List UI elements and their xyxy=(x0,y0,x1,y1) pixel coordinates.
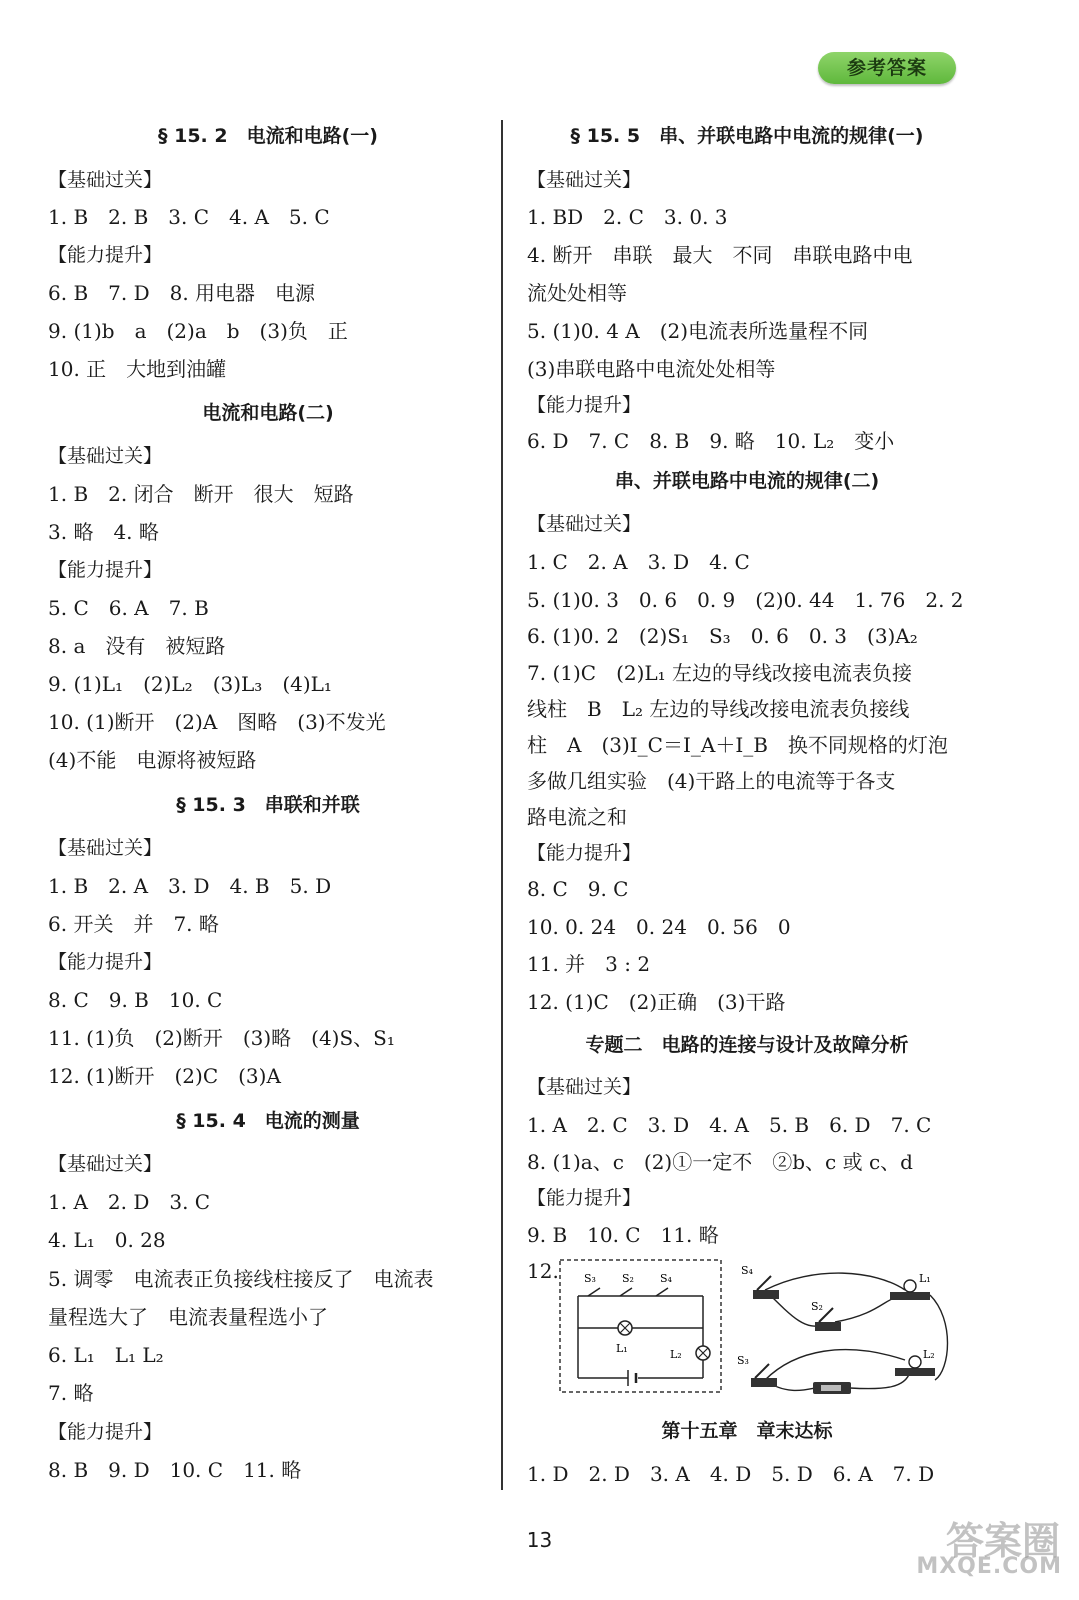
lamp-l1-bulb-icon xyxy=(904,1280,916,1292)
left-answer-line: 7. 略 xyxy=(48,1381,94,1405)
left-answer-line: 5. C 6. A 7. B xyxy=(48,596,209,620)
right-answer-line: 12. xyxy=(527,1259,559,1283)
left-heading: 电流和电路(二) xyxy=(202,402,334,424)
left-answer-line: 10. (1)断开 (2)A 图略 (3)不发光 xyxy=(48,710,386,734)
switch-s4-base-icon xyxy=(753,1290,779,1299)
right-heading: 第十五章 章末达标 xyxy=(661,1420,833,1442)
right-answer-line: 6. D 7. C 8. B 9. 略 10. L₂ 变小 xyxy=(527,429,895,453)
switch-s3-lever-icon xyxy=(755,1364,769,1378)
switch-s3-icon xyxy=(588,1288,600,1296)
left-answer-line: 6. 开关 并 7. 略 xyxy=(48,912,219,936)
right-answer-line: 9. B 10. C 11. 略 xyxy=(527,1223,719,1247)
left-heading: § 15. 4 电流的测量 xyxy=(176,1110,360,1132)
label-l1: L₁ xyxy=(616,1342,628,1355)
label-s4: S₄ xyxy=(660,1272,672,1285)
left-answer-line: 量程选大了 电流表量程选小了 xyxy=(48,1305,328,1329)
left-section-label: 【能力提升】 xyxy=(48,1421,163,1443)
left-section-label: 【能力提升】 xyxy=(48,559,163,581)
lamp-l1-base-icon xyxy=(890,1292,930,1300)
left-section-label: 【基础过关】 xyxy=(48,445,163,467)
left-answer-line: 8. C 9. B 10. C xyxy=(48,988,223,1012)
left-section-label: 【基础过关】 xyxy=(48,169,163,191)
right-section-label: 【能力提升】 xyxy=(527,1187,642,1209)
right-answer-line: 5. (1)0. 3 0. 6 0. 9 (2)0. 44 1. 76 2. 2 xyxy=(527,588,964,612)
left-heading: § 15. 3 串联和并联 xyxy=(176,794,360,816)
left-section-label: 【基础过关】 xyxy=(48,1153,163,1175)
right-answer-line: 7. (1)C (2)L₁ 左边的导线改接电流表负接 xyxy=(527,661,913,685)
left-answer-line: 6. B 7. D 8. 用电器 电源 xyxy=(48,281,316,305)
label-s3: S₃ xyxy=(584,1272,596,1285)
right-answer-line: 8. C 9. C xyxy=(527,877,629,901)
left-answer-line: 12. (1)断开 (2)C (3)A xyxy=(48,1064,281,1088)
left-answer-line: 1. A 2. D 3. C xyxy=(48,1190,211,1214)
label-s3-physical: S₃ xyxy=(737,1354,749,1367)
right-answer-line: 4. 断开 串联 最大 不同 串联电路中电 xyxy=(527,243,913,267)
right-answer-line: 8. (1)a、c (2)①一定不 ②b、c 或 c、d xyxy=(527,1150,913,1174)
switch-s2-base-icon xyxy=(815,1322,841,1331)
right-answer-line: 12. (1)C (2)正确 (3)干路 xyxy=(527,990,786,1014)
right-answer-line: 柱 A (3)I_C＝I_A＋I_B 换不同规格的灯泡 xyxy=(527,733,948,757)
label-l2: L₂ xyxy=(670,1348,682,1361)
right-section-label: 【基础过关】 xyxy=(527,513,642,535)
wire-1 xyxy=(765,1273,905,1290)
wire-3 xyxy=(835,1298,895,1322)
watermark xyxy=(880,1510,1070,1590)
left-heading: § 15. 2 电流和电路(一) xyxy=(158,125,378,147)
right-answer-line: 10. 0. 24 0. 24 0. 56 0 xyxy=(527,915,791,939)
right-answer-line: 1. A 2. C 3. D 4. A 5. B 6. D 7. C xyxy=(527,1113,932,1137)
right-answer-line: 多做几组实验 (4)干路上的电流等于各支 xyxy=(527,769,896,793)
left-answer-line: 10. 正 大地到油罐 xyxy=(48,357,227,381)
answer-key-badge: 参考答案 xyxy=(818,52,956,84)
right-section-label: 【能力提升】 xyxy=(527,394,642,416)
left-answer-line: 1. B 2. B 3. C 4. A 5. C xyxy=(48,205,330,229)
right-heading: 专题二 电路的连接与设计及故障分析 xyxy=(585,1034,909,1056)
right-answer-line: 6. (1)0. 2 (2)S₁ S₃ 0. 6 0. 3 (3)A₂ xyxy=(527,624,918,648)
right-answer-line: 线柱 B L₂ 左边的导线改接电流表负接线 xyxy=(527,697,910,721)
wire-4 xyxy=(930,1295,948,1380)
lamp-l2-base-icon xyxy=(895,1368,935,1376)
right-heading: § 15. 5 串、并联电路中电流的规律(一) xyxy=(570,125,924,147)
switch-s4-icon xyxy=(656,1288,668,1296)
switch-s2-icon xyxy=(620,1288,632,1296)
watermark-url: MXQE.COM xyxy=(916,1554,1062,1579)
lamp-l2-bulb-icon xyxy=(909,1356,921,1368)
label-s2: S₂ xyxy=(622,1272,634,1285)
physical-wiring-diagram xyxy=(735,1260,960,1400)
right-answer-line: 路电流之和 xyxy=(527,805,627,829)
right-answer-line: 1. BD 2. C 3. 0. 3 xyxy=(527,205,728,229)
watermark-title: 答案圈 xyxy=(945,1519,1060,1563)
right-answer-line: 11. 并 3 : 2 xyxy=(527,952,651,976)
battery-cell-icon xyxy=(821,1385,841,1391)
left-section-label: 【能力提升】 xyxy=(48,951,163,973)
wire-5 xyxy=(765,1350,905,1380)
right-answer-line: 流处处相等 xyxy=(527,281,627,305)
right-section-label: 【基础过关】 xyxy=(527,1076,642,1098)
label-l2-physical: L₂ xyxy=(923,1348,935,1361)
left-answer-line: 4. L₁ 0. 28 xyxy=(48,1228,166,1252)
left-answer-line: (4)不能 电源将被短路 xyxy=(48,748,257,772)
right-section-label: 【基础过关】 xyxy=(527,169,642,191)
page-number: 13 xyxy=(526,1528,553,1552)
left-answer-line: 1. B 2. A 3. D 4. B 5. D xyxy=(48,874,332,898)
left-answer-line: 11. (1)负 (2)断开 (3)略 (4)S、S₁ xyxy=(48,1026,395,1050)
left-section-label: 【基础过关】 xyxy=(48,837,163,859)
label-s2-physical: S₂ xyxy=(811,1300,823,1313)
left-answer-line: 9. (1)b a (2)a b (3)负 正 xyxy=(48,319,348,343)
switch-s3-base-icon xyxy=(751,1378,777,1387)
label-l1-physical: L₁ xyxy=(919,1272,931,1285)
right-answer-line: 5. (1)0. 4 A (2)电流表所选量程不同 xyxy=(527,319,869,343)
left-answer-line: 8. B 9. D 10. C 11. 略 xyxy=(48,1458,302,1482)
label-s4-physical: S₄ xyxy=(741,1264,753,1277)
left-answer-line: 3. 略 4. 略 xyxy=(48,520,159,544)
left-section-label: 【能力提升】 xyxy=(48,244,163,266)
left-answer-line: 9. (1)L₁ (2)L₂ (3)L₃ (4)L₁ xyxy=(48,672,332,696)
left-answer-line: 1. B 2. 闭合 断开 很大 短路 xyxy=(48,482,354,506)
left-answer-line: 5. 调零 电流表正负接线柱接反了 电流表 xyxy=(48,1267,434,1291)
left-answer-line: 6. L₁ L₁ L₂ xyxy=(48,1343,164,1367)
circuit-diagram xyxy=(558,1258,723,1394)
right-answer-line: (3)串联电路中电流处处相等 xyxy=(527,357,776,381)
right-section-label: 【能力提升】 xyxy=(527,842,642,864)
right-answer-line: 1. D 2. D 3. A 4. D 5. D 6. A 7. D xyxy=(527,1462,935,1486)
right-heading: 串、并联电路中电流的规律(二) xyxy=(614,470,880,492)
left-answer-line: 8. a 没有 被短路 xyxy=(48,634,226,658)
column-divider xyxy=(501,120,503,1490)
right-answer-line: 1. C 2. A 3. D 4. C xyxy=(527,550,750,574)
